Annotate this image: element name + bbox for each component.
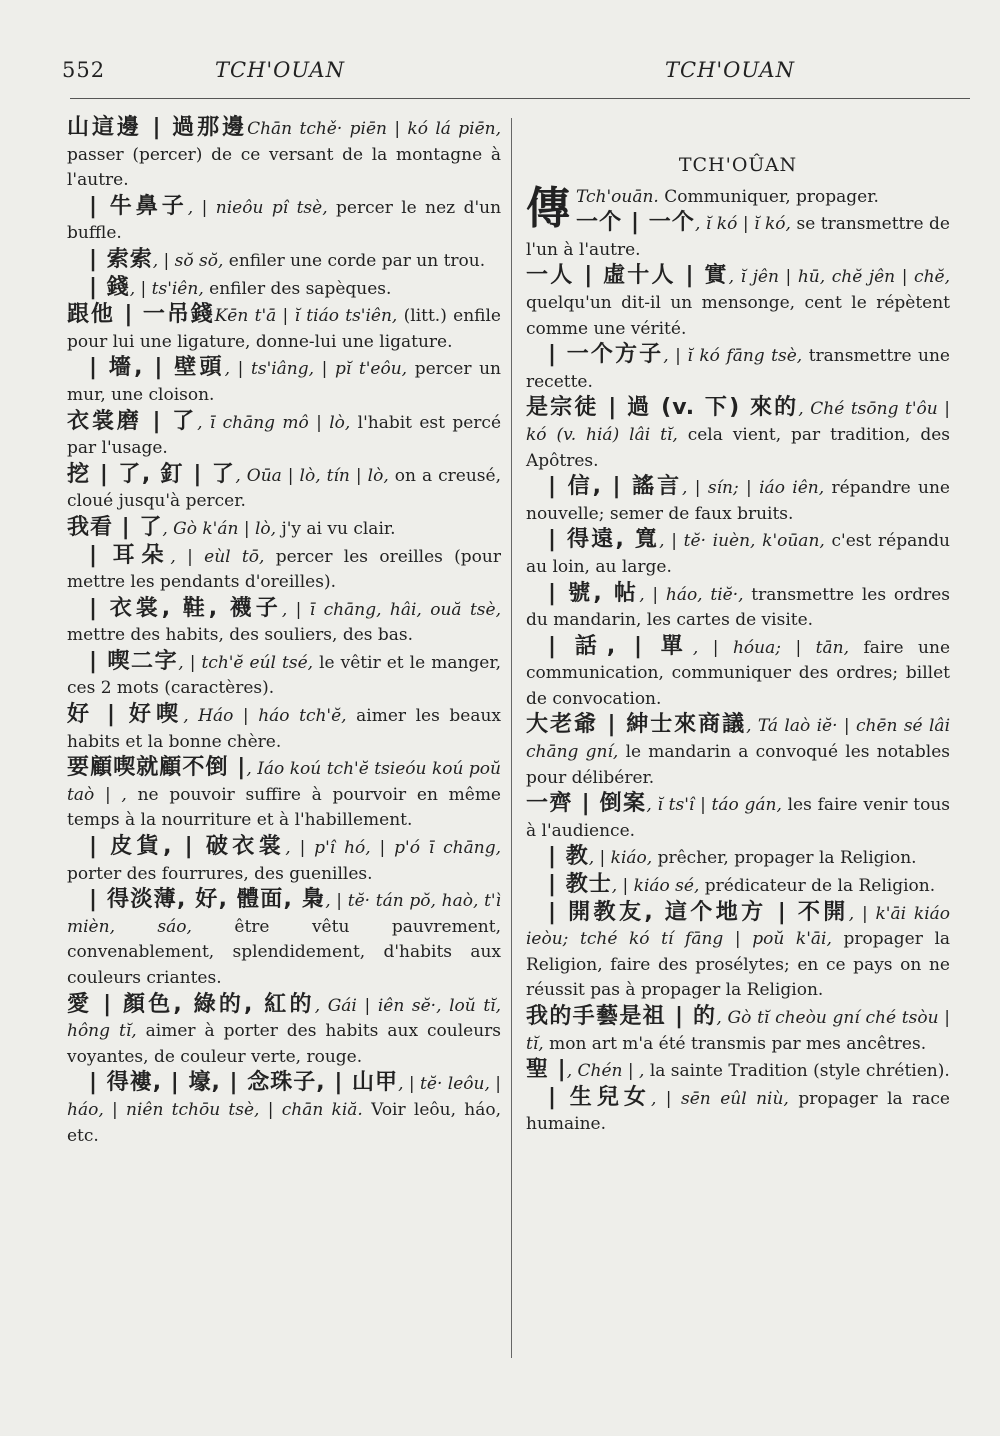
entry-definition: porter des fourrures, des guenilles. (67, 863, 373, 884)
entry-chinese: 山這邊 | 過那邊 (67, 115, 248, 140)
entry-chinese: 我的手藝是祖 | 的 (526, 1004, 717, 1029)
entry-chinese: | 錢 (89, 274, 130, 300)
dictionary-entry (67, 247, 501, 275)
dictionary-entry (67, 355, 501, 408)
entry-definition: mon art m'a été transmis par mes ancêtres. (549, 1033, 927, 1054)
dictionary-entry (67, 596, 501, 649)
entry-chinese: | 得褸, | 壕, | 念珠子, | 山甲 (89, 1070, 399, 1096)
entry-romanization: , Tá laò iĕ· | chēn sé lâi chāng gní, (526, 716, 951, 763)
dictionary-entry (526, 474, 950, 527)
entry-definition: propager la race humaine. (526, 1088, 950, 1135)
entry-definition: faire une communication, communiquer des ordres; billet de convocation. (526, 637, 951, 709)
entry-definition: (litt.) enfile pour lui une ligature, donne-lui une ligature. (67, 306, 501, 352)
right-entries (526, 210, 950, 1138)
entry-chinese: 要顧喫就顧不倒 | (67, 755, 247, 781)
entry-definition: propager la Religion, faire des prosélytes; en ce pays on ne réussit pas à propager la Religion. (526, 929, 951, 1001)
entry-definition: j'y ai vu clair. (281, 518, 396, 539)
dictionary-entry (67, 275, 501, 303)
dictionary-entry (526, 791, 950, 844)
dictionary-entry (67, 302, 501, 355)
entry-romanization: , | sēn eûl niù, (650, 1088, 789, 1109)
entry-chinese: | 生兒女 (548, 1084, 651, 1110)
entry-chinese: | 得遠, 寬 (548, 527, 660, 553)
entry-definition: cela vient, par tradition, des Apôtres. (526, 424, 951, 471)
entry-definition: c'est répandu au loin, au large. (526, 531, 951, 577)
left-column (67, 115, 501, 1149)
dictionary-entry (526, 263, 950, 342)
head-romanization: Tch'ouān. (576, 186, 659, 207)
entry-chinese: 一齊 | 倒案 (526, 791, 647, 817)
dictionary-entry (526, 1085, 950, 1138)
entry-definition: le mandarin a convoqué les notables pour délibérer. (526, 742, 951, 788)
dictionary-entry (67, 1070, 501, 1149)
entry-chinese: | 得淡薄, 好, 體面, 梟 (89, 887, 326, 913)
page-number: 552 (62, 58, 106, 82)
entry-romanization: , Chén | , (566, 1061, 645, 1082)
entry-chinese: | 衣裳, 鞋, 襪子 (89, 595, 282, 621)
entry-chinese: | 教 (548, 844, 589, 870)
entry-chinese: | 號, 帖 (548, 580, 640, 606)
entry-definition: transmettre les ordres du mandarin, les cartes de visite. (526, 584, 950, 631)
dictionary-entry (67, 543, 501, 596)
entry-definition: la sainte Tradition (style chrétien). (649, 1061, 950, 1082)
entry-definition: transmettre une recette. (526, 346, 950, 392)
dictionary-entry (526, 210, 950, 263)
entry-romanization: , | ts'iâng, | pĭ t'eôu, (224, 359, 408, 380)
entry-definition: enfiler une corde par un trou. (228, 250, 486, 271)
entry-chinese: 是宗徒 | 過 (v. 下) 來的 (526, 395, 799, 421)
entry-definition: se transmettre de l'un à l'autre. (526, 214, 950, 260)
entry-definition: on a creusé, cloué jusqu'à percer. (67, 465, 501, 512)
running-head-left: TCH'OUAN (215, 58, 345, 82)
dictionary-entry (526, 844, 950, 872)
entry-chinese: 一个 | 一个 (576, 210, 695, 236)
entry-definition: Voir leôu, háo, etc. (67, 1099, 501, 1146)
entry-definition: aimer les beaux habits et la bonne chère. (67, 706, 501, 752)
entry-chinese: | 皮貨, | 破衣裳 (89, 834, 286, 860)
dictionary-entry (67, 887, 501, 991)
entry-romanization: , | nieôu pî tsè, (187, 197, 328, 218)
entry-definition: percer les oreilles (pour mettre les pendants d'oreilles). (67, 546, 501, 593)
head-character: 傳 (526, 182, 570, 234)
entry-romanization: , | hóua; | tān, (692, 637, 850, 658)
entry-definition: être vêtu pauvrement, convenablement, splendidement, d'habits aux couleurs criantes. (67, 916, 501, 988)
entry-definition: aimer à porter des habits aux couleurs voyantes, de couleur verte, rouge. (67, 1021, 501, 1067)
dictionary-entry (526, 527, 950, 580)
entry-chinese: | 話, | 單 (548, 633, 693, 659)
entry-romanization: , Háo | háo tch'ĕ, (183, 706, 347, 727)
entry-chinese: | 信, | 謠言 (548, 474, 683, 500)
dictionary-entry (67, 702, 501, 755)
entry-romanization: , | k'āi kiáo ieòu; tché kó tí fāng | poŭ k'āi, (526, 903, 950, 950)
header-rule (70, 98, 970, 99)
entry-definition: l'habit est percé par l'usage. (67, 412, 501, 459)
entry-definition: prêcher, propager la Religion. (657, 848, 917, 869)
entry-chinese: | 開教友, 這个地方 | 不開 (548, 899, 849, 925)
entry-chinese: | 喫二字 (89, 648, 179, 674)
entry-romanization: , ī chāng mô | lò, (197, 412, 351, 433)
entry-romanization: , | tĕ· tán pŏ, haò, t'ì mièn, sáo, (67, 891, 502, 937)
right-column (526, 115, 950, 1138)
dictionary-entry (526, 581, 950, 634)
dictionary-entry (526, 342, 950, 395)
dictionary-entry (67, 194, 501, 247)
entry-chinese: | 墻, | 壁頭 (89, 355, 225, 381)
entry-romanization: , | eùl tō, (170, 546, 265, 567)
entry-romanization: , | tĕ· leôu, | háo, | niên tchōu tsè, | chān kiă. (67, 1074, 501, 1120)
entry-romanization: , | ī chāng, hâi, ouă tsè, (281, 599, 501, 620)
dictionary-entry (67, 115, 501, 194)
entry-romanization: , | háo, tiĕ·, (639, 584, 744, 605)
entry-romanization: , | ts'iên, (129, 278, 204, 299)
entry-romanization: , | kiáo, (588, 848, 653, 869)
dictionary-entry (67, 755, 501, 834)
dictionary-entry (526, 1057, 950, 1085)
entry-romanization: , | p'î hó, | p'ó ī chāng, (285, 838, 501, 859)
entry-romanization: Chān tchě· piēn | kó lá piēn, (247, 119, 501, 139)
dictionary-entry (67, 515, 501, 543)
dictionary-entry (67, 834, 501, 887)
entry-romanization: , Gò tĭ cheòu gní ché tsòu | tĭ, (526, 1008, 951, 1054)
entry-definition: enfiler des sapèques. (209, 278, 392, 299)
entry-chinese: 好 | 好喫 (67, 702, 184, 728)
entry-chinese: 挖 | 了, 釘 | 了 (67, 461, 236, 487)
entry-romanization: , Gái | iên sĕ·, loŭ tĭ, hông tĭ, (67, 995, 501, 1042)
entry-romanization: , | sŏ sŏ, (152, 250, 224, 271)
entry-chinese: 一人 | 虛十人 | 實 (526, 263, 729, 289)
dictionary-entry (67, 992, 501, 1071)
entry-romanization: , Oūa | lò, tín | lò, (235, 465, 389, 486)
entry-chinese: 跟他 | 一吊錢 (67, 302, 215, 328)
dictionary-entry (526, 634, 950, 713)
entry-romanization: , | sín; | iáo iên, (682, 478, 825, 499)
entry-romanization: , ĭ jên | hū, chĕ jên | chĕ, (728, 267, 950, 288)
running-head-right: TCH'OUAN (665, 58, 795, 82)
entry-romanization: , | tch'ĕ eúl tsé, (178, 652, 314, 673)
entry-romanization: , | tĕ· iuèn, k'oūan, (659, 531, 825, 552)
entry-definition: prédicateur de la Religion. (704, 876, 936, 897)
entry-chinese: 衣裳磨 | 了 (67, 408, 198, 434)
entry-definition: percer le nez d'un buffle. (67, 197, 502, 244)
entry-romanization: , Iáo koú tch'ĕ tsieóu koú poŭ taò | , (67, 759, 501, 805)
entry-romanization: , | kiáo sé, (611, 876, 700, 897)
dictionary-entry (526, 1004, 950, 1057)
dictionary-entry (67, 649, 501, 702)
section-title: TCH'OÛAN (678, 154, 798, 176)
entry-chinese: 我看 | 了 (67, 514, 163, 540)
entry-definition: les faire venir tous à l'audience. (526, 795, 951, 841)
entry-definition: percer un mur, une cloison. (67, 359, 502, 405)
entry-chinese: | 耳朵 (89, 542, 171, 568)
head-definition: Communiquer, propager. (664, 186, 879, 207)
entry-definition: mettre des habits, des souliers, des bas. (67, 625, 414, 646)
entry-chinese: 聖 | (526, 1057, 567, 1083)
entry-definition: le vêtir et le manger, ces 2 mots (caractères). (67, 652, 502, 699)
entry-definition: ne pouvoir suffire à pourvoir en même temps à la nourriture et à l'habillement. (67, 784, 501, 831)
entry-romanization: , ĭ kó | ĭ kó, (694, 214, 791, 235)
dictionary-entry (67, 462, 501, 515)
entry-chinese: | 索索 (89, 246, 153, 272)
dictionary-entry (526, 872, 950, 900)
entry-definition: répandre une nouvelle; semer de faux bruits. (526, 478, 950, 524)
entry-chinese: 大老爺 | 紳士來商議 (526, 712, 747, 738)
entry-chinese: | 牛鼻子 (89, 193, 188, 219)
entry-romanization: , Gò k'án | lò, (162, 518, 277, 539)
dictionary-entry (526, 395, 950, 474)
entry-definition: quelqu'un dit-il un mensonge, cent le répètent comme une vérité. (526, 292, 950, 339)
entry-chinese: 愛 | 顏色, 綠的, 紅的 (67, 991, 315, 1017)
dictionary-entry (526, 712, 950, 791)
entry-definition: passer (percer) de ce versant de la montagne à l'autre. (67, 144, 501, 191)
column-divider (511, 118, 512, 1358)
dictionary-entry (526, 900, 950, 1004)
entry-romanization: Kēn t'ā | ĭ tiáo ts'iên, (214, 306, 398, 327)
entry-romanization: , Ché tsōng t'ôu | kó (v. hiá) lâi tĭ, (526, 399, 950, 445)
entry-romanization: , | ĭ kó fāng tsè, (663, 346, 803, 367)
dictionary-entry (67, 409, 501, 462)
entry-chinese: | 教士 (548, 872, 612, 898)
entry-romanization: , ĭ ts'î | táo gán, (646, 795, 782, 816)
entry-chinese: | 一个方子 (548, 342, 664, 368)
